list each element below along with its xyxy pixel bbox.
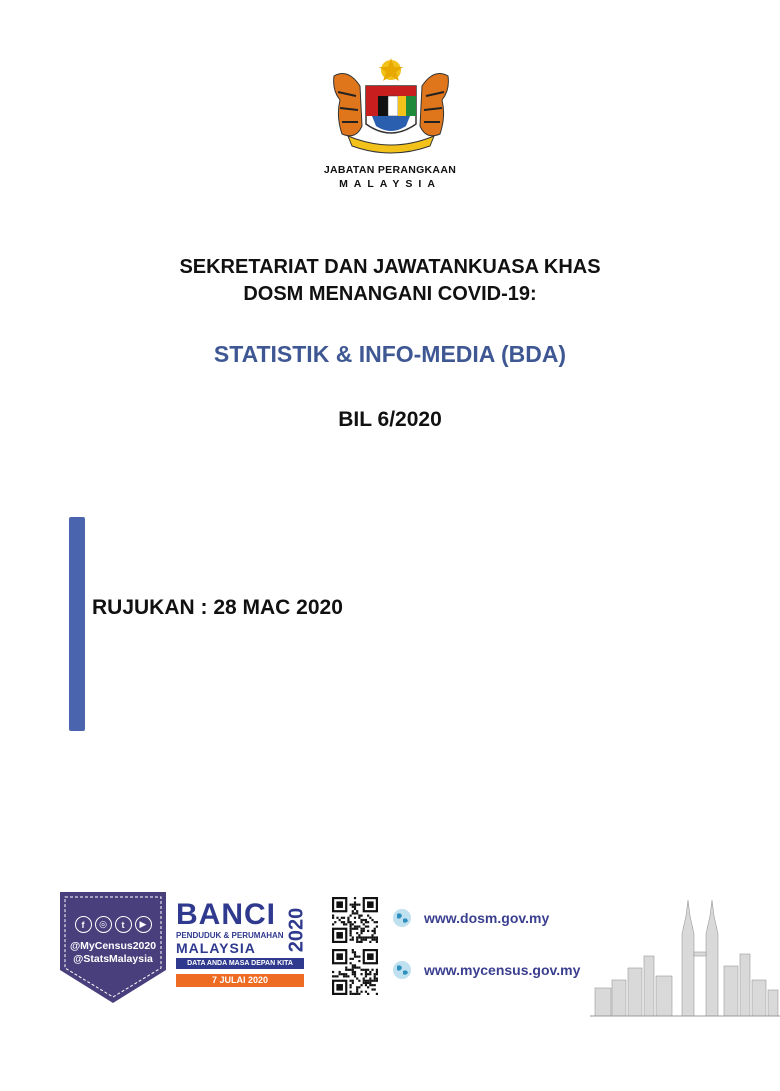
banci-date: 7 JULAI 2020: [176, 974, 304, 987]
qr-code-icon[interactable]: [332, 897, 378, 943]
banci-subline: PENDUDUK & PERUMAHAN: [176, 931, 284, 940]
banci-year-text: 2020: [285, 907, 308, 953]
malaysia-crest-icon: [326, 56, 456, 156]
qr-code-icon[interactable]: [332, 949, 378, 995]
stats-handle: @StatsMalaysia: [73, 953, 153, 965]
census-handle: @MyCensus2020: [69, 940, 157, 952]
issue-number: BIL 6/2020: [338, 408, 442, 431]
globe-icon: [392, 960, 412, 980]
document-subtitle: STATISTIK & INFO-MEDIA (BDA): [213, 341, 567, 367]
banci-country: MALAYSIA: [176, 940, 256, 956]
social-icons: [70, 916, 156, 936]
banci-word: BANCI: [176, 898, 276, 931]
document-title-line-1: SEKRETARIAT DAN JAWATANKUASA KHAS: [179, 256, 601, 278]
mycensus-link[interactable]: www.mycensus.gov.my: [424, 962, 581, 978]
banci-year: [283, 906, 311, 954]
skyline-icon: [590, 896, 780, 1018]
youtube-icon[interactable]: ▶: [135, 916, 152, 933]
facebook-icon[interactable]: f: [75, 916, 92, 933]
agency-country: MALAYSIA: [339, 178, 441, 190]
dosm-link[interactable]: www.dosm.gov.my: [424, 910, 550, 926]
document-title-line-2: DOSM MENANGANI COVID-19:: [243, 283, 537, 305]
agency-name: JABATAN PERANGKAAN: [323, 164, 457, 176]
reference-accent-bar: [69, 517, 85, 731]
twitter-icon[interactable]: t: [115, 916, 132, 933]
globe-icon: [392, 908, 412, 928]
reference-date: RUJUKAN : 28 MAC 2020: [92, 596, 343, 619]
banci-tagline: DATA ANDA MASA DEPAN KITA: [176, 958, 304, 969]
instagram-icon[interactable]: ◎: [95, 916, 112, 933]
